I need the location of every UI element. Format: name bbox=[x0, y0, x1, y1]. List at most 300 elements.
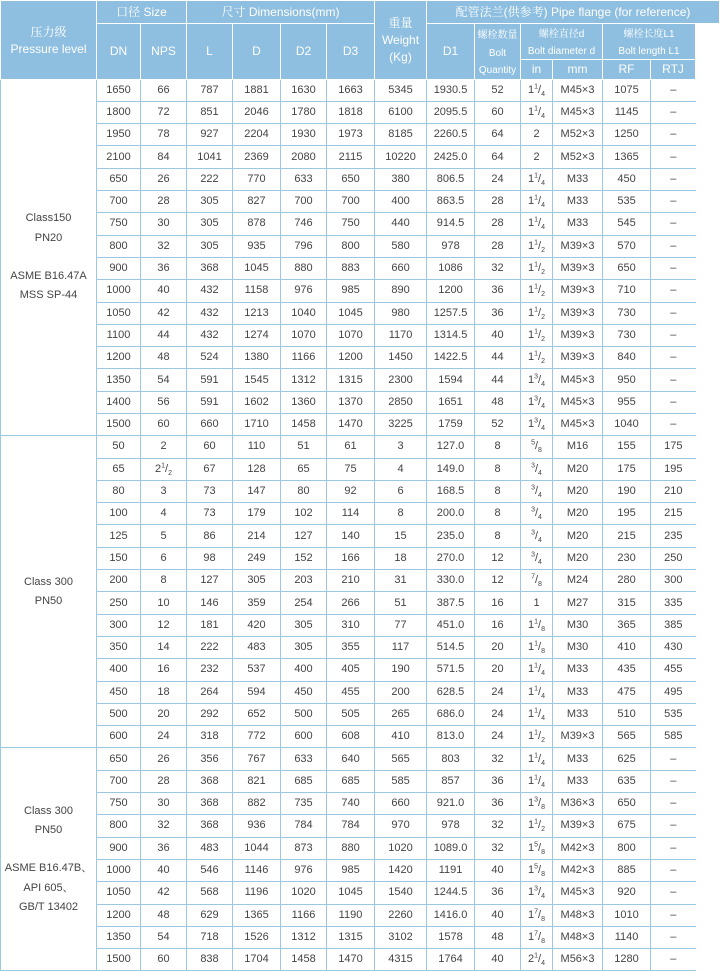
d2-cell: 600 bbox=[281, 726, 327, 748]
weight-cell: 660 bbox=[375, 257, 427, 279]
d2-cell: 1458 bbox=[281, 413, 327, 435]
bolt-length-rtj-cell: – bbox=[651, 837, 696, 859]
l-cell: 67 bbox=[187, 458, 233, 480]
table-row bbox=[1, 324, 720, 346]
weight-cell: 4315 bbox=[375, 949, 427, 971]
table-row bbox=[1, 257, 720, 279]
bolt-length-rf-cell: 365 bbox=[603, 614, 651, 636]
dn-cell: 450 bbox=[97, 681, 141, 703]
d-cell: 1365 bbox=[233, 904, 281, 926]
weight-cell: 4 bbox=[375, 458, 427, 480]
d2-cell: 2080 bbox=[281, 146, 327, 168]
bolt-length-rf-cell: 545 bbox=[603, 213, 651, 235]
bolt-length-rf-cell: 570 bbox=[603, 235, 651, 257]
bolt-diameter-mm-cell: M20 bbox=[553, 480, 603, 502]
bolt-length-rf-cell: 280 bbox=[603, 570, 651, 592]
bolt-diameter-in-cell: $^7/_8$ bbox=[521, 570, 553, 592]
d2-cell: 633 bbox=[281, 748, 327, 770]
l-cell: 305 bbox=[187, 235, 233, 257]
d2-cell: 254 bbox=[281, 592, 327, 614]
bolt-quantity-cell: 44 bbox=[475, 369, 521, 391]
d3-cell: 140 bbox=[327, 525, 375, 547]
table-row bbox=[1, 525, 720, 547]
bolt-diameter-in-cell: $1^1/_8$ bbox=[521, 636, 553, 658]
pressure-level-label bbox=[3, 248, 94, 267]
bolt-diameter-mm-cell: M30 bbox=[553, 614, 603, 636]
nps-cell: 26 bbox=[141, 168, 187, 190]
d1-cell: 857 bbox=[427, 770, 475, 792]
bolt-quantity-cell: 8 bbox=[475, 480, 521, 502]
dn-cell: 500 bbox=[97, 703, 141, 725]
nps-cell: 32 bbox=[141, 815, 187, 837]
bolt-quantity-cell: 28 bbox=[475, 191, 521, 213]
d-cell: 2204 bbox=[233, 124, 281, 146]
bolt-diameter-in-cell: $^3/_4$ bbox=[521, 525, 553, 547]
bolt-diameter-in-cell: $1^1/_4$ bbox=[521, 770, 553, 792]
d-cell: 1158 bbox=[233, 280, 281, 302]
d3-cell: 355 bbox=[327, 636, 375, 658]
d-cell: 2046 bbox=[233, 101, 281, 123]
d-cell: 1146 bbox=[233, 859, 281, 881]
dn-cell: 1050 bbox=[97, 302, 141, 324]
weight-cell: 580 bbox=[375, 235, 427, 257]
d-cell: 1045 bbox=[233, 257, 281, 279]
nps-cell: 32 bbox=[141, 235, 187, 257]
bolt-quantity-cell: 20 bbox=[475, 659, 521, 681]
d2-cell: 51 bbox=[281, 436, 327, 458]
pressure-level-label: GB/T 13402 bbox=[18, 900, 79, 913]
weight-cell: 2850 bbox=[375, 391, 427, 413]
d3-cell: 166 bbox=[327, 547, 375, 569]
table-row bbox=[1, 458, 720, 480]
bolt-quantity-cell: 16 bbox=[475, 592, 521, 614]
d-cell: 1704 bbox=[233, 949, 281, 971]
bolt-length-rf-cell: 410 bbox=[603, 636, 651, 658]
d1-cell: 1086 bbox=[427, 257, 475, 279]
bolt-length-rtj-cell: – bbox=[651, 815, 696, 837]
l-cell: 483 bbox=[187, 837, 233, 859]
bolt-diameter-mm-cell: M45×3 bbox=[553, 369, 603, 391]
d3-cell: 1663 bbox=[327, 79, 375, 101]
table-row bbox=[1, 146, 720, 168]
bolt-diameter-mm-cell: M33 bbox=[553, 681, 603, 703]
nps-cell: 36 bbox=[141, 837, 187, 859]
d2-cell: 873 bbox=[281, 837, 327, 859]
weight-cell: 190 bbox=[375, 659, 427, 681]
bolt-length-rf-cell: 1280 bbox=[603, 949, 651, 971]
table-row bbox=[1, 280, 720, 302]
bolt-length-rtj-cell: 215 bbox=[651, 503, 696, 525]
weight-cell: 18 bbox=[375, 547, 427, 569]
d3-header: D3 bbox=[327, 24, 375, 80]
nps-cell: 26 bbox=[141, 748, 187, 770]
l-cell: 568 bbox=[187, 882, 233, 904]
d1-header: D1 bbox=[427, 24, 475, 80]
weight-cell: 980 bbox=[375, 302, 427, 324]
d2-cell: 633 bbox=[281, 168, 327, 190]
l-cell: 98 bbox=[187, 547, 233, 569]
weight-cell: 6100 bbox=[375, 101, 427, 123]
table-row bbox=[1, 413, 720, 435]
weight-cell: 565 bbox=[375, 748, 427, 770]
bolt-diameter-in-cell: 2 bbox=[521, 146, 553, 168]
pressure-level-label: PN20 bbox=[34, 231, 63, 244]
bolt-length-rtj-cell: 535 bbox=[651, 703, 696, 725]
bolt-length-rtj-cell: – bbox=[651, 793, 696, 815]
d1-cell: 1244.5 bbox=[427, 882, 475, 904]
nps-cell: $2^1/_2$ bbox=[141, 458, 187, 480]
nps-cell: 6 bbox=[141, 547, 187, 569]
bolt-quantity-cell: 40 bbox=[475, 324, 521, 346]
d2-cell: 735 bbox=[281, 793, 327, 815]
bolt-diameter-mm-cell: M20 bbox=[553, 547, 603, 569]
dn-cell: 50 bbox=[97, 436, 141, 458]
d-cell: 128 bbox=[233, 458, 281, 480]
dn-cell: 350 bbox=[97, 636, 141, 658]
d3-cell: 1370 bbox=[327, 391, 375, 413]
bolt-quantity-cell: 36 bbox=[475, 882, 521, 904]
d1-cell: 1200 bbox=[427, 280, 475, 302]
dn-cell: 65 bbox=[97, 458, 141, 480]
dn-cell: 700 bbox=[97, 191, 141, 213]
bolt-diameter-in-cell: $1^5/_8$ bbox=[521, 859, 553, 881]
bolt-length-rtj-cell: 495 bbox=[651, 681, 696, 703]
d2-cell: 976 bbox=[281, 859, 327, 881]
table-header bbox=[1, 1, 720, 80]
pressure-level-label: API 605、 bbox=[23, 881, 74, 894]
d3-cell: 700 bbox=[327, 191, 375, 213]
weight-cell: 31 bbox=[375, 570, 427, 592]
d1-cell: 1422.5 bbox=[427, 347, 475, 369]
nps-cell: 40 bbox=[141, 859, 187, 881]
bolt-diameter-in-cell: $1^1/_4$ bbox=[521, 79, 553, 101]
bolt-diameter-header: 螺栓直径d Bolt diameter d bbox=[521, 24, 603, 60]
bolt-diameter-in-cell: $^3/_4$ bbox=[521, 480, 553, 502]
bolt-diameter-mm-cell: M39×3 bbox=[553, 280, 603, 302]
bolt-length-rtj-cell: 300 bbox=[651, 570, 696, 592]
d1-cell: 921.0 bbox=[427, 793, 475, 815]
l-cell: 73 bbox=[187, 480, 233, 502]
dn-cell: 1200 bbox=[97, 904, 141, 926]
bolt-diameter-in-cell: $1^1/_2$ bbox=[521, 280, 553, 302]
bolt-quantity-cell: 32 bbox=[475, 748, 521, 770]
l-cell: 591 bbox=[187, 391, 233, 413]
d3-cell: 210 bbox=[327, 570, 375, 592]
d3-cell: 740 bbox=[327, 793, 375, 815]
d2-cell: 1458 bbox=[281, 949, 327, 971]
d1-cell: 978 bbox=[427, 815, 475, 837]
d3-cell: 883 bbox=[327, 257, 375, 279]
d-cell: 214 bbox=[233, 525, 281, 547]
bolt-diameter-mm-cell: M48×3 bbox=[553, 904, 603, 926]
d3-cell: 608 bbox=[327, 726, 375, 748]
d2-cell: 700 bbox=[281, 191, 327, 213]
bolt-diameter-in-cell: $1^3/_8$ bbox=[521, 793, 553, 815]
d3-cell: 1973 bbox=[327, 124, 375, 146]
l-cell: 851 bbox=[187, 101, 233, 123]
d3-cell: 685 bbox=[327, 770, 375, 792]
bolt-diameter-mm-cell: M39×3 bbox=[553, 324, 603, 346]
weight-cell: 660 bbox=[375, 793, 427, 815]
d1-cell: 270.0 bbox=[427, 547, 475, 569]
mm-header: mm bbox=[553, 59, 603, 79]
dn-cell: 1800 bbox=[97, 101, 141, 123]
l-cell: 305 bbox=[187, 213, 233, 235]
d-cell: 179 bbox=[233, 503, 281, 525]
l-cell: 264 bbox=[187, 681, 233, 703]
dn-cell: 1500 bbox=[97, 949, 141, 971]
table-row bbox=[1, 703, 720, 725]
bolt-diameter-mm-cell: M33 bbox=[553, 703, 603, 725]
bolt-length-rtj-cell: – bbox=[651, 904, 696, 926]
bolt-diameter-in-cell: $1^1/_2$ bbox=[521, 347, 553, 369]
dn-cell: 900 bbox=[97, 837, 141, 859]
d1-cell: 1759 bbox=[427, 413, 475, 435]
bolt-quantity-cell: 36 bbox=[475, 793, 521, 815]
l-cell: 222 bbox=[187, 636, 233, 658]
pressure-level-label: PN50 bbox=[34, 823, 63, 836]
bolt-diameter-in-cell: $1^3/_4$ bbox=[521, 391, 553, 413]
bolt-length-rtj-cell: – bbox=[651, 101, 696, 123]
d-cell: 1526 bbox=[233, 926, 281, 948]
bolt-diameter-in-cell: $1^1/_2$ bbox=[521, 235, 553, 257]
nps-cell: 84 bbox=[141, 146, 187, 168]
d3-cell: 1818 bbox=[327, 101, 375, 123]
bolt-length-rf-cell: 920 bbox=[603, 882, 651, 904]
nps-cell: 54 bbox=[141, 369, 187, 391]
weight-cell: 10220 bbox=[375, 146, 427, 168]
d3-cell: 405 bbox=[327, 659, 375, 681]
bolt-length-rtj-cell: – bbox=[651, 213, 696, 235]
in-header: in bbox=[521, 59, 553, 79]
table-row bbox=[1, 369, 720, 391]
weight-cell: 8 bbox=[375, 503, 427, 525]
dn-cell: 650 bbox=[97, 748, 141, 770]
nps-cell: 66 bbox=[141, 79, 187, 101]
bolt-length-rtj-cell: – bbox=[651, 949, 696, 971]
dn-cell: 1650 bbox=[97, 79, 141, 101]
d2-cell: 976 bbox=[281, 280, 327, 302]
table-row bbox=[1, 391, 720, 413]
pressure-level-label: ASME B16.47B、 bbox=[4, 862, 93, 875]
bolt-diameter-in-cell: $1^1/_2$ bbox=[521, 815, 553, 837]
pressure-level-group bbox=[1, 436, 97, 748]
bolt-diameter-in-cell: $1^5/_8$ bbox=[521, 837, 553, 859]
d3-cell: 1315 bbox=[327, 369, 375, 391]
nps-cell: 30 bbox=[141, 793, 187, 815]
bolt-diameter-in-cell: $1^7/_8$ bbox=[521, 904, 553, 926]
d2-cell: 1166 bbox=[281, 347, 327, 369]
bolt-diameter-mm-cell: M45×3 bbox=[553, 101, 603, 123]
nps-cell: 18 bbox=[141, 681, 187, 703]
dn-cell: 400 bbox=[97, 659, 141, 681]
d1-cell: 1191 bbox=[427, 859, 475, 881]
bolt-diameter-mm-cell: M39×3 bbox=[553, 257, 603, 279]
bolt-diameter-in-cell: $1^1/_8$ bbox=[521, 614, 553, 636]
d3-cell: 2115 bbox=[327, 146, 375, 168]
l-cell: 305 bbox=[187, 191, 233, 213]
dn-cell: 1350 bbox=[97, 369, 141, 391]
d-cell: 1881 bbox=[233, 79, 281, 101]
d2-cell: 1040 bbox=[281, 302, 327, 324]
weight-cell: 1540 bbox=[375, 882, 427, 904]
bolt-length-rf-cell: 1140 bbox=[603, 926, 651, 948]
d-cell: 821 bbox=[233, 770, 281, 792]
bolt-diameter-mm-cell: M48×3 bbox=[553, 926, 603, 948]
d3-cell: 114 bbox=[327, 503, 375, 525]
weight-cell: 890 bbox=[375, 280, 427, 302]
d1-cell: 2095.5 bbox=[427, 101, 475, 123]
bolt-diameter-mm-cell: M33 bbox=[553, 659, 603, 681]
nps-cell: 54 bbox=[141, 926, 187, 948]
pressure-level-header: 压力级 Pressure level bbox=[1, 1, 97, 80]
dn-cell: 750 bbox=[97, 213, 141, 235]
rtj-header: RTJ bbox=[651, 59, 696, 79]
dn-cell: 650 bbox=[97, 168, 141, 190]
bolt-diameter-mm-cell: M20 bbox=[553, 503, 603, 525]
l-cell: 718 bbox=[187, 926, 233, 948]
d-cell: 767 bbox=[233, 748, 281, 770]
nps-cell: 56 bbox=[141, 391, 187, 413]
d1-cell: 168.5 bbox=[427, 480, 475, 502]
d-cell: 935 bbox=[233, 235, 281, 257]
bolt-length-rtj-cell: – bbox=[651, 302, 696, 324]
pressure-level-label: MSS SP-44 bbox=[19, 289, 78, 302]
table-row bbox=[1, 347, 720, 369]
l-cell: 292 bbox=[187, 703, 233, 725]
table-row bbox=[1, 748, 720, 770]
d3-cell: 266 bbox=[327, 592, 375, 614]
table-row bbox=[1, 547, 720, 569]
nps-cell: 42 bbox=[141, 882, 187, 904]
bore-size-header: 口径 Size bbox=[97, 1, 187, 24]
pressure-level-group bbox=[1, 748, 97, 971]
dn-cell: 2100 bbox=[97, 146, 141, 168]
weight-cell: 2260 bbox=[375, 904, 427, 926]
table-row bbox=[1, 302, 720, 324]
d-cell: 147 bbox=[233, 480, 281, 502]
nps-cell: 28 bbox=[141, 191, 187, 213]
d1-cell: 803 bbox=[427, 748, 475, 770]
weight-cell: 1450 bbox=[375, 347, 427, 369]
dn-cell: 1200 bbox=[97, 347, 141, 369]
d1-cell: 2425.0 bbox=[427, 146, 475, 168]
d2-cell: 784 bbox=[281, 815, 327, 837]
d1-cell: 1578 bbox=[427, 926, 475, 948]
table-row bbox=[1, 681, 720, 703]
bolt-diameter-mm-cell: M39×3 bbox=[553, 347, 603, 369]
bolt-quantity-cell: 36 bbox=[475, 280, 521, 302]
d-cell: 936 bbox=[233, 815, 281, 837]
bolt-length-rf-cell: 175 bbox=[603, 458, 651, 480]
d3-cell: 640 bbox=[327, 748, 375, 770]
d1-cell: 628.5 bbox=[427, 681, 475, 703]
d3-cell: 1470 bbox=[327, 413, 375, 435]
d1-cell: 514.5 bbox=[427, 636, 475, 658]
bolt-diameter-in-cell: $1^3/_4$ bbox=[521, 882, 553, 904]
d2-cell: 1166 bbox=[281, 904, 327, 926]
d3-cell: 650 bbox=[327, 168, 375, 190]
bolt-quantity-cell: 40 bbox=[475, 949, 521, 971]
l-cell: 127 bbox=[187, 570, 233, 592]
d3-cell: 92 bbox=[327, 480, 375, 502]
bolt-length-rtj-cell: – bbox=[651, 235, 696, 257]
bolt-diameter-in-cell: 1 bbox=[521, 592, 553, 614]
bolt-diameter-in-cell: 2 bbox=[521, 124, 553, 146]
table-row bbox=[1, 859, 720, 881]
nps-cell: 36 bbox=[141, 257, 187, 279]
bolt-length-rf-cell: 190 bbox=[603, 480, 651, 502]
d-cell: 1274 bbox=[233, 324, 281, 346]
nps-cell: 30 bbox=[141, 213, 187, 235]
bolt-quantity-cell: 8 bbox=[475, 503, 521, 525]
nps-cell: 42 bbox=[141, 302, 187, 324]
bolt-length-rf-cell: 1010 bbox=[603, 904, 651, 926]
d3-cell: 985 bbox=[327, 859, 375, 881]
l-cell: 86 bbox=[187, 525, 233, 547]
bolt-diameter-mm-cell: M20 bbox=[553, 525, 603, 547]
table-row bbox=[1, 503, 720, 525]
nps-cell: 4 bbox=[141, 503, 187, 525]
d1-cell: 1930.5 bbox=[427, 79, 475, 101]
bolt-diameter-in-cell: $^3/_4$ bbox=[521, 547, 553, 569]
bolt-length-rtj-cell: – bbox=[651, 146, 696, 168]
d2-cell: 1780 bbox=[281, 101, 327, 123]
d3-cell: 75 bbox=[327, 458, 375, 480]
table-row bbox=[1, 614, 720, 636]
weight-cell: 1020 bbox=[375, 837, 427, 859]
l-cell: 432 bbox=[187, 302, 233, 324]
pressure-level-label bbox=[3, 840, 94, 859]
dn-cell: 1000 bbox=[97, 859, 141, 881]
bolt-diameter-in-cell: $^5/_8$ bbox=[521, 436, 553, 458]
d-cell: 882 bbox=[233, 793, 281, 815]
dn-cell: 700 bbox=[97, 770, 141, 792]
bolt-length-rtj-cell: – bbox=[651, 324, 696, 346]
l-cell: 629 bbox=[187, 904, 233, 926]
dn-cell: 250 bbox=[97, 592, 141, 614]
bolt-length-rf-cell: 1075 bbox=[603, 79, 651, 101]
d1-cell: 200.0 bbox=[427, 503, 475, 525]
bolt-length-rf-cell: 315 bbox=[603, 592, 651, 614]
d1-cell: 686.0 bbox=[427, 703, 475, 725]
nps-cell: 2 bbox=[141, 436, 187, 458]
dn-cell: 125 bbox=[97, 525, 141, 547]
nps-cell: 16 bbox=[141, 659, 187, 681]
weight-cell: 8185 bbox=[375, 124, 427, 146]
bolt-length-rf-cell: 475 bbox=[603, 681, 651, 703]
bolt-quantity-cell: 32 bbox=[475, 837, 521, 859]
bolt-length-rtj-cell: 455 bbox=[651, 659, 696, 681]
bolt-length-rf-cell: 730 bbox=[603, 324, 651, 346]
l-cell: 318 bbox=[187, 726, 233, 748]
l-cell: 356 bbox=[187, 748, 233, 770]
dimensions-header: 尺寸 Dimensions(mm) bbox=[187, 1, 375, 24]
bolt-diameter-mm-cell: M33 bbox=[553, 748, 603, 770]
d-cell: 770 bbox=[233, 168, 281, 190]
nps-cell: 10 bbox=[141, 592, 187, 614]
dn-cell: 200 bbox=[97, 570, 141, 592]
weight-header: 重量 Weight (Kg) bbox=[375, 1, 427, 80]
d3-cell: 455 bbox=[327, 681, 375, 703]
bolt-length-rf-cell: 950 bbox=[603, 369, 651, 391]
bolt-quantity-cell: 32 bbox=[475, 815, 521, 837]
dn-cell: 150 bbox=[97, 547, 141, 569]
bolt-quantity-cell: 24 bbox=[475, 681, 521, 703]
bolt-length-rf-cell: 435 bbox=[603, 659, 651, 681]
bolt-length-rf-cell: 155 bbox=[603, 436, 651, 458]
bolt-quantity-cell: 8 bbox=[475, 525, 521, 547]
